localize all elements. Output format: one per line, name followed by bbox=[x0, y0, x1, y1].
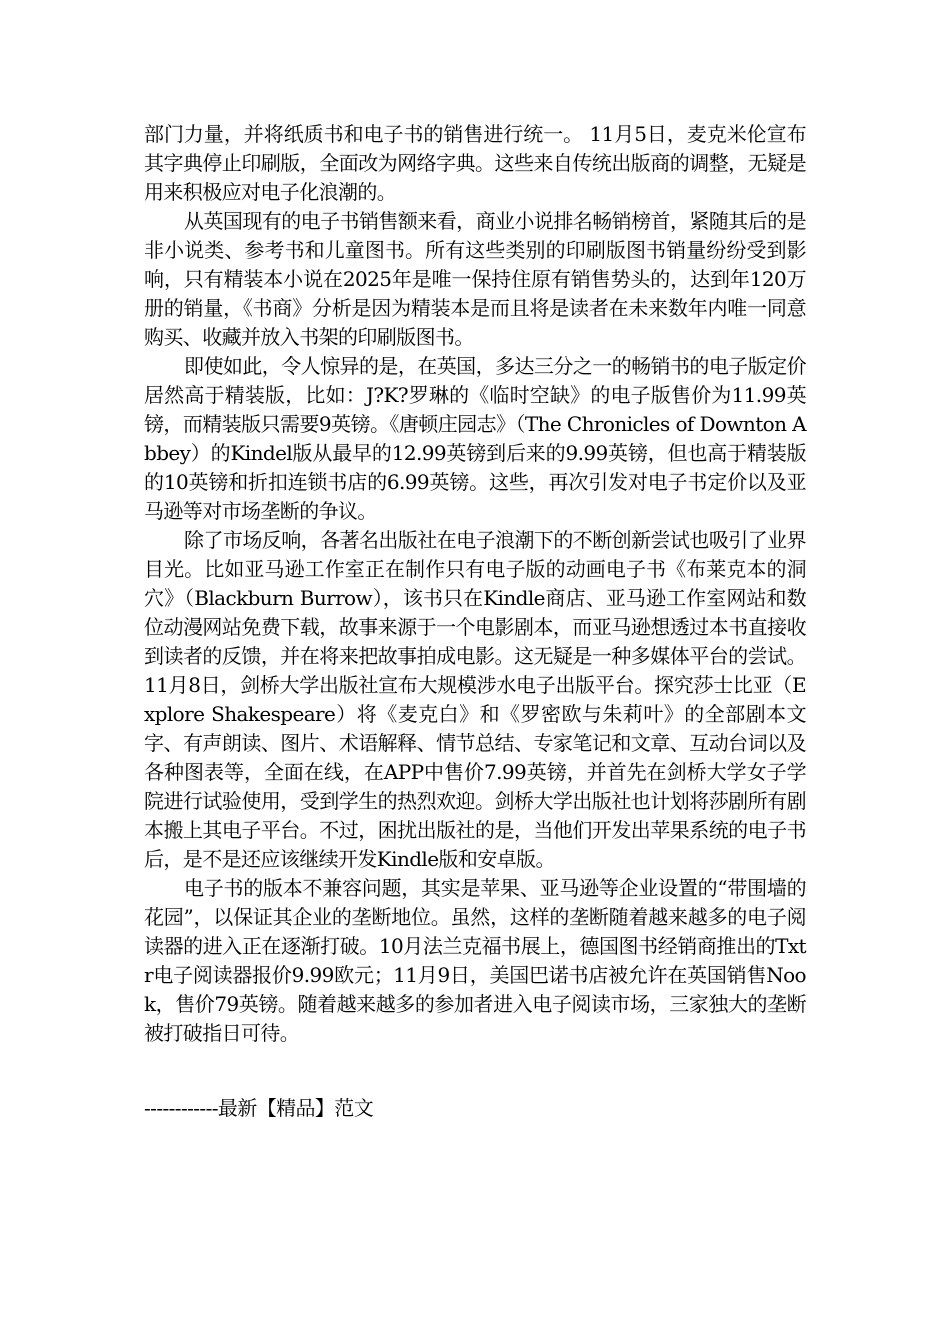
paragraph-4: 除了市场反响，各著名出版社在电子浪潮下的不断创新尝试也吸引了业界目光。比如亚马逊工作室正在制作只有电子版的动画电子书《布莱克本的洞穴》（Blackburn Burrow），该书只在Kindle商店、亚马逊工作室网站和数位动漫网站免费下载，故事来源于一个电影剧本，而亚马逊想透过本书直接收到读者的反馈，并在将来把故事拍成电影。这无疑是一种多媒体平台的尝试。11月8日，剑桥大学出版社宣布大规模涉水电子出版平台。探究莎士比亚（Explore Shakespeare）将《麦克白》和《罗密欧与朱莉叶》的全部剧本文字、有声朗读、图片、术语解释、情节总结、专家笔记和文章、互动台词以及各种图表等，全面在线，在APP中售价7.99英镑，并首先在剑桥大学女子学院进行试验使用，受到学生的热烈欢迎。剑桥大学出版社也计划将莎剧所有剧本搬上其电子平台。不过，困扰出版社的是，当他们开发出苹果系统的电子书后，是不是还应该继续开发Kindle版和安卓版。 bbox=[144, 528, 806, 871]
document-body bbox=[144, 120, 806, 1048]
paragraph-3: 即使如此，令人惊异的是，在英国，多达三分之一的畅销书的电子版定价居然高于精装版，比如：J?K?罗琳的《临时空缺》的电子版售价为11.99英镑，而精装版只需要9英镑。《唐顿庄园志》（The Chronicles of Downton Abbey）的Kindel版从最早的12.99英镑到后来的9.99英镑，但也高于精装版的10英镑和折扣连锁书店的6.99英镑。这些，再次引发对电子书定价以及亚马逊等对市场垄断的争议。 bbox=[144, 354, 806, 523]
paragraph-5: 电子书的版本不兼容问题，其实是苹果、亚马逊等企业设置的“带围墙的花园”，以保证其企业的垄断地位。虽然，这样的垄断随着越来越多的电子阅读器的进入正在逐渐打破。10月法兰克福书展上，德国图书经销商推出的Txtr电子阅读器报价9.99欧元；11月9日，美国巴诺书店被允许在英国销售Nook，售价79英镑。随着越来越多的参加者进入电子阅读市场，三家独大的垄断被打破指日可待。 bbox=[144, 876, 806, 1045]
paragraph-2: 从英国现有的电子书销售额来看，商业小说排名畅销榜首，紧随其后的是非小说类、参考书和儿童图书。所有这些类别的印刷版图书销量纷纷受到影响，只有精装本小说在2025年是唯一保持住原有销售势头的，达到年120万册的销量，《书商》分析是因为精装本是而且将是读者在未来数年内唯一同意购买、收藏并放入书架的印刷版图书。 bbox=[144, 209, 806, 349]
footer-text: ------------最新【精品】范文 bbox=[144, 1096, 374, 1120]
paragraph-1: 部门力量，并将纸质书和电子书的销售进行统一。 11月5日，麦克米伦宣布其字典停止印刷版，全面改为网络字典。这些来自传统出版商的调整，无疑是用来积极应对电子化浪潮的。 bbox=[144, 122, 806, 204]
